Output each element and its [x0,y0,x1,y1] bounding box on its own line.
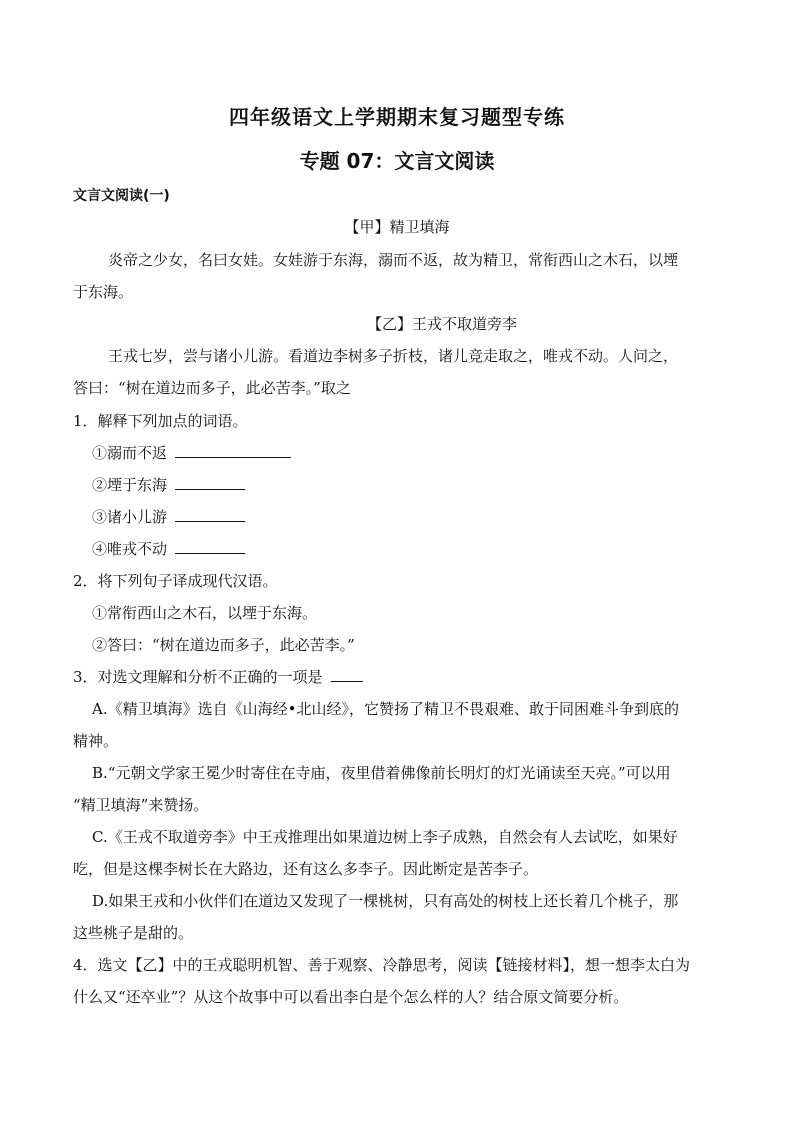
question-1-stem: 1．解释下列加点的词语。 [73,412,248,430]
question-1-item-3 [92,507,245,527]
question-2-item-2: ②答曰：“树在道边而多子，此必苦李。” [92,636,355,654]
answer-blank[interactable] [175,539,245,554]
question-1-item-2 [92,475,245,495]
answer-blank[interactable] [175,475,245,490]
passage-b-line-1: 王戎七岁，尝与诸小儿游。看道边李树多子折枝，诸儿竞走取之，唯戎不动。人问之， [108,347,679,365]
option-c-line-1: C.《王戎不取道旁李》中王戎推理出如果道边树上李子成熟，自然会有人去试吃，如果好 [92,828,678,846]
item-text: ③诸小儿游 [92,508,168,526]
question-1-item-1 [92,443,291,463]
answer-blank[interactable] [175,507,245,522]
document-title: 四年级语文上学期期末复习题型专练 [229,105,565,129]
item-text: ④唯戎不动 [92,540,168,558]
option-d-line-1: D.如果王戎和小伙伴们在道边又发现了一棵桃树，只有高处的树枝上还长着几个桃子，那 [92,892,679,910]
question-2-stem: 2．将下列句子译成现代汉语。 [73,572,278,590]
passage-b-heading: 【乙】王戎不取道旁李 [366,315,517,333]
passage-a-heading: 【甲】精卫填海 [344,218,450,236]
option-c-line-2: 吃，但是这棵李树长在大路边，还有这么多李子。因此断定是苦李子。 [73,860,539,878]
section-heading: 文言文阅读(一) [73,188,170,204]
document-subtitle: 专题 07：文言文阅读 [299,149,495,173]
passage-a-line-2: 于东海。 [73,283,134,301]
item-text: ①溺而不返 [92,444,168,462]
option-b-line-2: “精卫填海”来赞扬。 [73,796,209,814]
question-1-item-4 [92,539,245,559]
question-3-text: 3．对选文理解和分析不正确的一项是 [73,668,323,686]
question-2-item-1: ①常衔西山之木石，以堙于东海。 [92,604,318,622]
passage-b-line-2: 答曰：“树在道边而多子，此必苦李。”取之 [73,379,351,397]
question-3-stem [73,667,363,687]
option-b-line-1: B.“元朝文学家王冕少时寄住在寺庙，夜里借着佛像前长明灯的灯光诵读至天亮。”可以用 [92,764,671,782]
option-a-line-1: A.《精卫填海》选自《山海经•北山经》，它赞扬了精卫不畏艰难、敢于同困难斗争到底的 [92,700,679,718]
question-4-line-1: 4．选文【乙】中的王戎聪明机智、善于观察、冷静思考，阅读【链接材料】，想一想李太白为 [73,956,691,974]
passage-a-line-1: 炎帝之少女，名曰女娃。女娃游于东海，溺而不返，故为精卫，常衔西山之木石，以堙 [108,251,679,269]
option-a-line-2: 精神。 [73,732,119,750]
option-d-line-2: 这些桃子是甜的。 [73,924,194,942]
answer-blank[interactable] [175,443,291,458]
question-4-line-2: 什么又“还卒业”？从这个故事中可以看出李白是个怎么样的人？结合原文简要分析。 [73,988,629,1006]
item-text: ②堙于东海 [92,476,168,494]
answer-blank[interactable] [331,667,363,682]
